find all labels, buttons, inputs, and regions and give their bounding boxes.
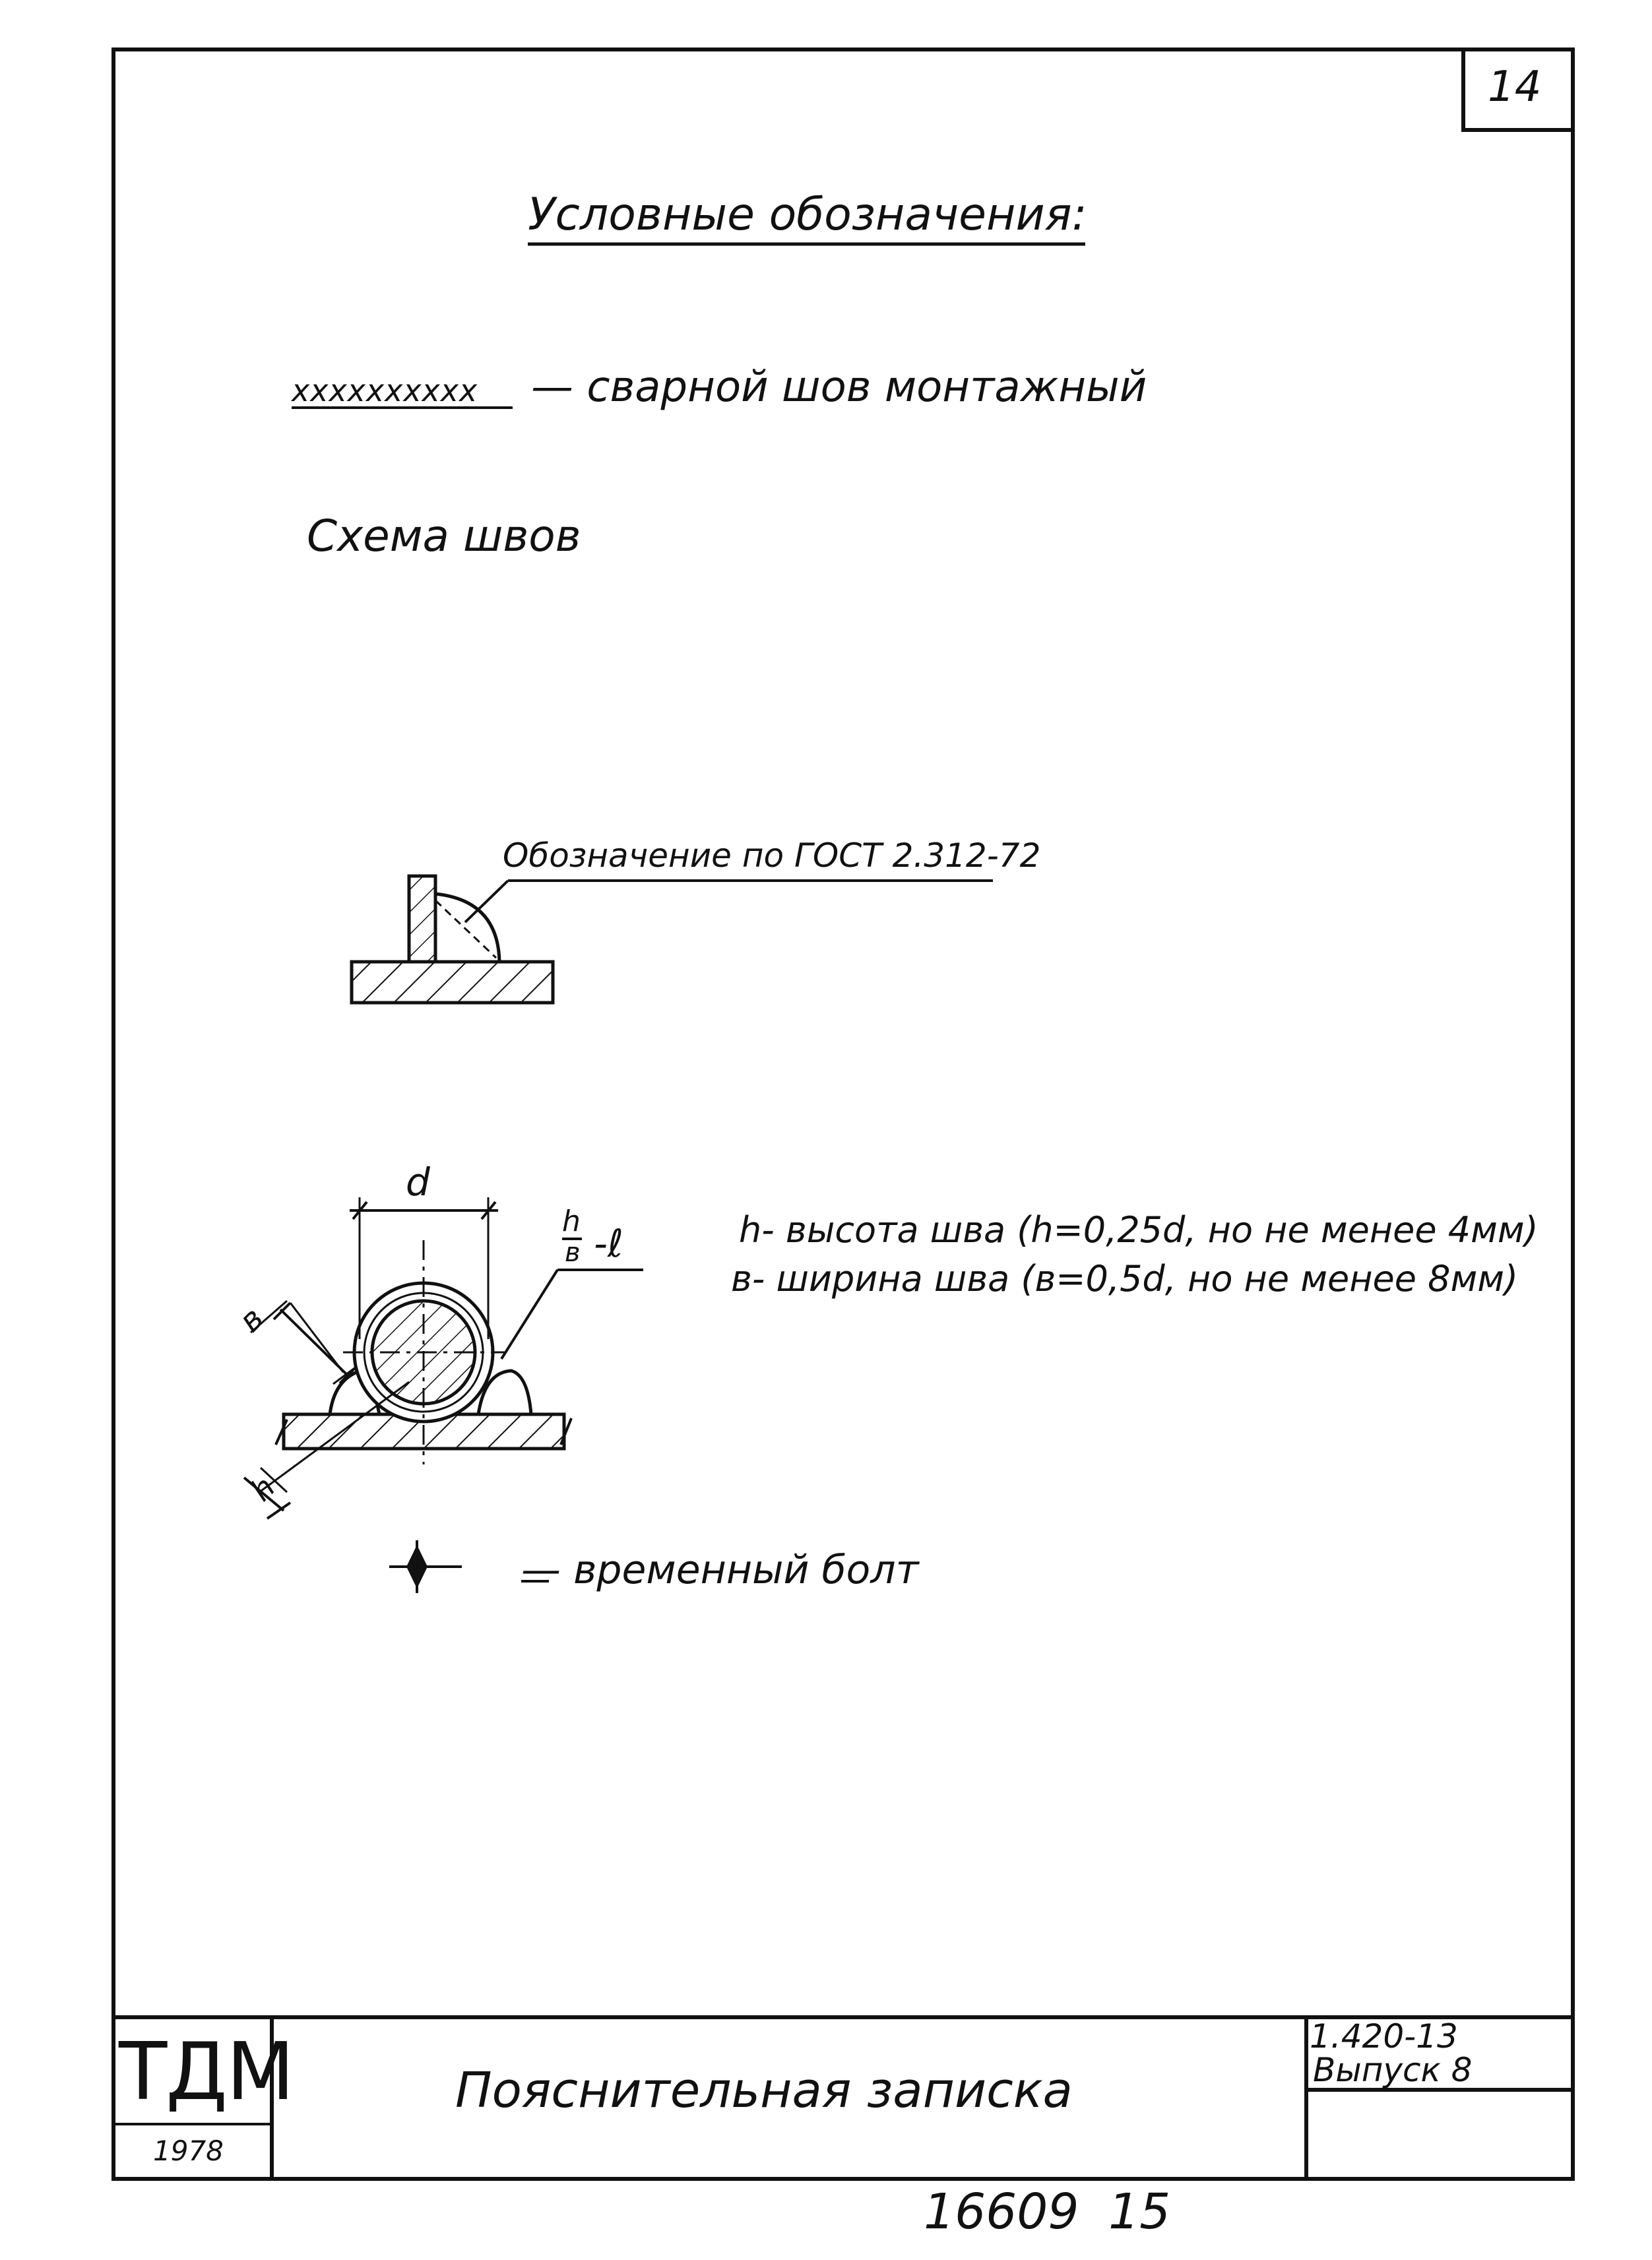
symbol-leader bbox=[501, 1270, 557, 1359]
fillet-weld-bead bbox=[435, 894, 499, 962]
sheet-number: 15 bbox=[1108, 2183, 1171, 2240]
base-plate bbox=[352, 962, 553, 1003]
title-block-title: Пояснительная записка bbox=[455, 2062, 1073, 2119]
heading: Условные обозначения: bbox=[528, 189, 1087, 241]
weld-symbol: xxxxxxxxxx bbox=[292, 373, 478, 408]
fillet-note: Обозначение по ГОСТ 2.312-72 bbox=[503, 836, 1041, 875]
vertical-plate bbox=[409, 876, 435, 962]
weld-height-note: h- высота шва (h=0,25d, но не менее 4мм) bbox=[739, 1209, 1539, 1251]
page-number: 14 bbox=[1488, 63, 1542, 111]
symbol-suffix: -ℓ bbox=[594, 1221, 623, 1266]
fillet-weld-figure bbox=[352, 876, 993, 1003]
archive-number: 16609 bbox=[924, 2183, 1079, 2240]
temp-bolt-label: — временный болт bbox=[521, 1547, 919, 1593]
symbol-fraction-den: в bbox=[565, 1238, 581, 1268]
weld-legend-label: — сварной шов монтажный bbox=[531, 363, 1147, 412]
title-block-series: 1.420-13 bbox=[1310, 2017, 1458, 2056]
dim-label-d: d bbox=[406, 1160, 430, 1205]
title-block-year: 1978 bbox=[153, 2135, 224, 2167]
weld-width-note: в- ширина шва (в=0,5d, но не менее 8мм) bbox=[731, 1258, 1519, 1300]
title-block-org: ТДМ bbox=[119, 2026, 294, 2118]
title-block-issue: Выпуск 8 bbox=[1313, 2051, 1473, 2089]
symbol-fraction-num: h bbox=[562, 1205, 581, 1238]
bar-weld-figure bbox=[244, 1197, 643, 1519]
scheme-title: Схема швов bbox=[307, 511, 581, 561]
dim-label-b: в bbox=[232, 1300, 271, 1340]
dim-label-h: h bbox=[243, 1469, 282, 1508]
